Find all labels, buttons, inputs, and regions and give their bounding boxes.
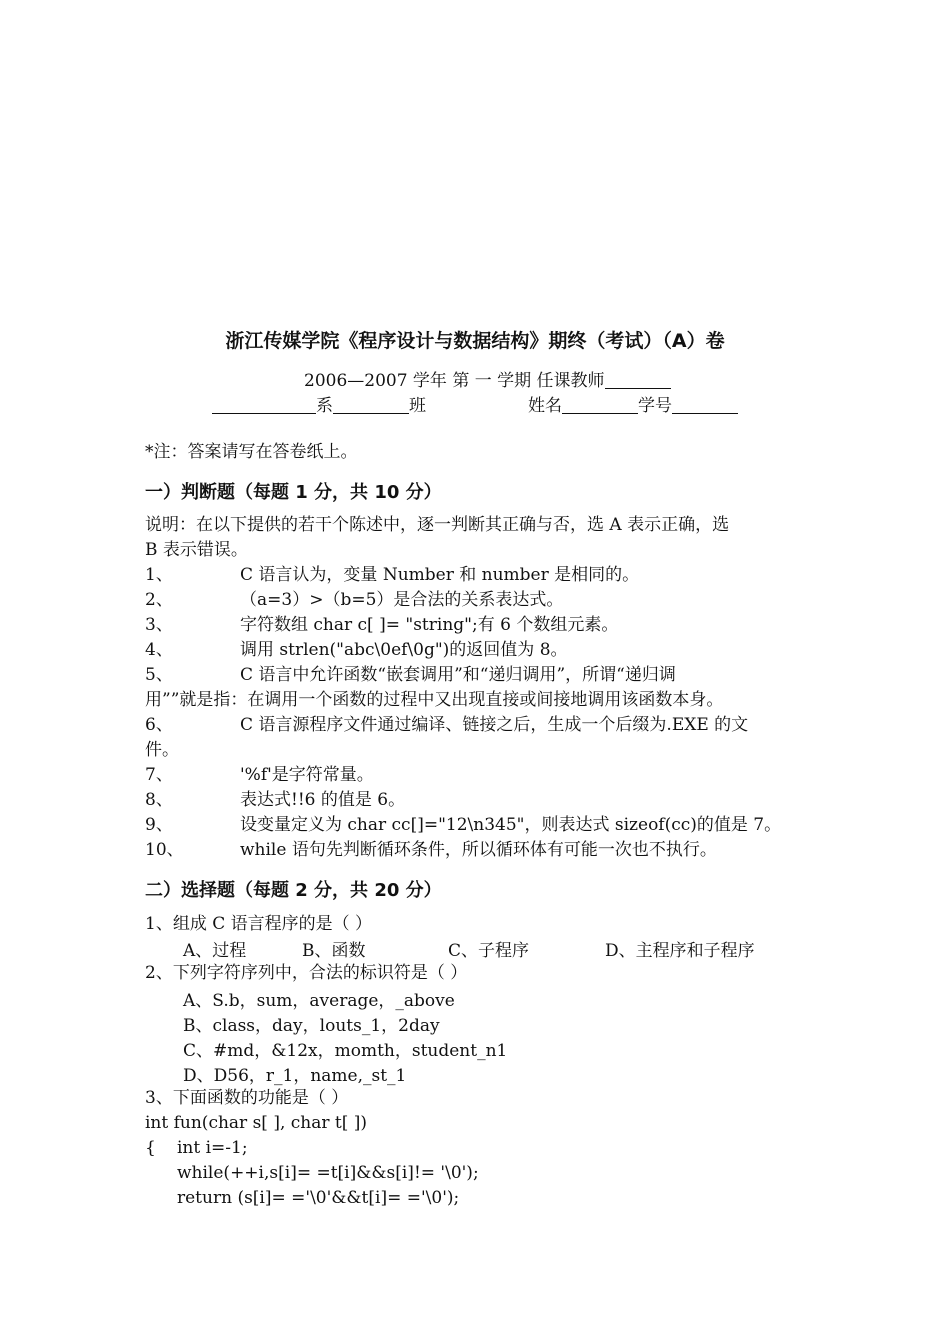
mc-option: B、class，day，louts_1，2day xyxy=(183,1016,440,1036)
tf-item xyxy=(145,813,781,837)
tf-item-text: C 语言中允许函数“嵌套调用”和“递归调用”，所谓“递归调 xyxy=(240,665,676,685)
tf-item-number: 9、 xyxy=(145,815,173,835)
tf-item-number: 3、 xyxy=(145,615,173,635)
mc-option: A、S.b，sum，average，_above xyxy=(183,991,455,1011)
tf-item-text: 表达式!!6 的值是 6。 xyxy=(240,790,406,810)
tf-item-number: 4、 xyxy=(145,640,173,660)
mc-option: A、过程 xyxy=(183,941,247,961)
mc-option: C、子程序 xyxy=(448,941,530,961)
tf-item-number: 2、 xyxy=(145,590,173,610)
id-blank xyxy=(672,395,738,414)
section2-heading: 二）选择题（每题 2 分，共 20 分） xyxy=(145,880,442,901)
term-text: 2006—2007 学年 第 一 学期 任课教师 xyxy=(304,371,605,391)
teacher-blank xyxy=(605,370,671,389)
name-blank xyxy=(562,395,638,414)
mc-option: C、#md，&12x，momth，student_n1 xyxy=(183,1041,508,1061)
student-info-line xyxy=(212,391,426,416)
tf-item xyxy=(145,663,676,687)
tf-item-text: C 语言认为，变量 Number 和 number 是相同的。 xyxy=(240,565,640,585)
code-brace: { xyxy=(145,1138,156,1158)
tf-item-text: （a=3）>（b=5）是合法的关系表达式。 xyxy=(240,590,564,610)
class-blank xyxy=(333,395,409,414)
tf-item-number: 6、 xyxy=(145,715,173,735)
id-label: 学号 xyxy=(638,396,672,416)
mc-question-2: 2、下列字符序列中，合法的标识符是（ ） xyxy=(145,963,468,983)
dept-label: 系 xyxy=(316,396,333,416)
tf-item-text: while 语句先判断循环条件，所以循环体有可能一次也不执行。 xyxy=(240,840,717,860)
tf-item-text: 调用 strlen("abc\0ef\0g")的返回值为 8。 xyxy=(240,640,568,660)
section1-instruction-2: B 表示错误。 xyxy=(145,540,248,560)
code-line: int i=-1; xyxy=(177,1138,248,1158)
mc-option: D、主程序和子程序 xyxy=(605,941,755,961)
mc-option: B、函数 xyxy=(302,941,366,961)
tf-item xyxy=(145,638,568,662)
mc-option: D、D56，r_1，name,_st_1 xyxy=(183,1066,407,1086)
tf-item-number: 7、 xyxy=(145,765,173,785)
tf-item xyxy=(145,763,374,787)
class-label: 班 xyxy=(409,396,426,416)
tf-item xyxy=(145,613,618,637)
name-id-line xyxy=(528,391,738,416)
tf-item-number: 10、 xyxy=(145,840,184,860)
answer-note: *注：答案请写在答卷纸上。 xyxy=(145,442,358,462)
dept-blank xyxy=(212,395,316,414)
tf-item xyxy=(145,788,405,812)
tf-item-text: C 语言源程序文件通过编译、链接之后，生成一个后缀为.EXE 的文 xyxy=(240,715,749,735)
tf-item-number: 8、 xyxy=(145,790,173,810)
term-line xyxy=(304,366,671,391)
tf-item xyxy=(145,838,717,862)
tf-item-continuation: 件。 xyxy=(145,740,179,760)
tf-item-number: 5、 xyxy=(145,665,173,685)
code-line: int fun(char s[ ], char t[ ]) xyxy=(145,1113,368,1133)
tf-item-text: '%f'是字符常量。 xyxy=(240,765,374,785)
tf-item-text: 字符数组 char c[ ]= "string";有 6 个数组元素。 xyxy=(240,615,619,635)
section1-instruction-1: 说明：在以下提供的若干个陈述中，逐一判断其正确与否，选 A 表示正确，选 xyxy=(145,515,730,535)
code-line: return (s[i]= ='\0'&&t[i]= ='\0'); xyxy=(177,1188,460,1208)
section1-heading: 一）判断题（每题 1 分，共 10 分） xyxy=(145,482,442,503)
mc-question-1: 1、组成 C 语言程序的是（ ） xyxy=(145,914,373,934)
mc-question-3: 3、下面函数的功能是（ ） xyxy=(145,1088,349,1108)
tf-item xyxy=(145,713,748,737)
tf-item xyxy=(145,588,563,612)
exam-title: 浙江传媒学院《程序设计与数据结构》期终（考试）（A）卷 xyxy=(225,330,725,352)
tf-item-continuation: 用””就是指：在调用一个函数的过程中又出现直接或间接地调用该函数本身。 xyxy=(145,690,724,710)
code-line: while(++i,s[i]= =t[i]&&s[i]!= '\0'); xyxy=(177,1163,479,1183)
name-label: 姓名 xyxy=(528,396,562,416)
tf-item-text: 设变量定义为 char cc[]="12\n345"，则表达式 sizeof(cc)的值是 7。 xyxy=(240,815,782,835)
tf-item xyxy=(145,563,639,587)
tf-item-number: 1、 xyxy=(145,565,173,585)
